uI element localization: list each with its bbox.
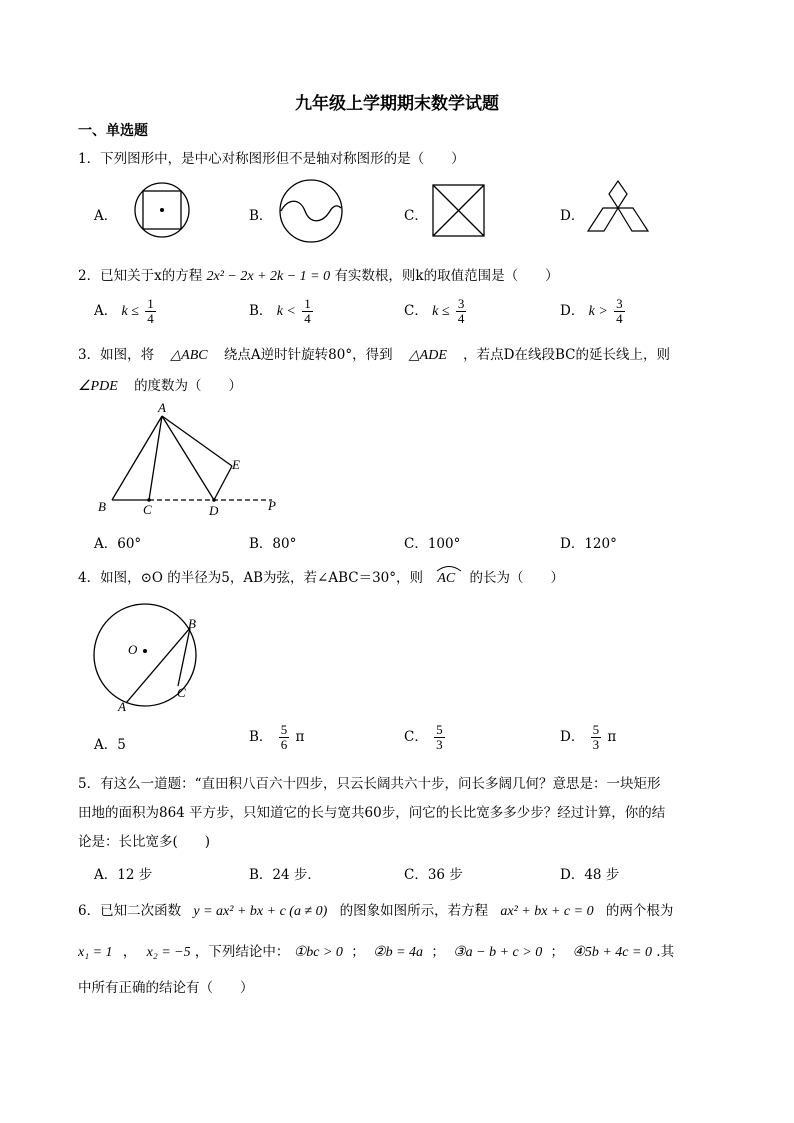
q4-option-b-fraction [279, 723, 290, 752]
q2-equation: 2x² − 2x + 2k − 1 = 0 [206, 269, 331, 284]
question-3-stem-line1 [78, 343, 670, 364]
q3-label-c: C [143, 502, 152, 517]
fraction-denominator: 4 [457, 311, 465, 326]
question-3-stem-line2 [78, 374, 242, 395]
fraction-denominator: 4 [616, 311, 623, 326]
question-1-stem: 1．下列图形中，是中心对称图形但不是轴对称图形的是（ ） [78, 151, 465, 167]
q6-conclusions-pre: ，下列结论中： [194, 944, 290, 960]
q4-arc-ac [437, 567, 455, 587]
q2-stem-post: 有实数根，则k的取值范围是（ ） [334, 268, 559, 284]
q3-label-d: D [209, 503, 219, 518]
q3-triangle-ade: △ADE [408, 348, 447, 363]
q4-option-d-suffix: π [607, 729, 617, 745]
q4-circle-figure [90, 600, 210, 718]
fraction-numerator: 5 [436, 722, 443, 737]
q2-option-b-rel: k < [276, 304, 296, 319]
q2-option-c-fraction [456, 297, 467, 326]
q2-option-c-label: C． [404, 303, 428, 319]
fraction-denominator: 4 [304, 311, 311, 326]
q3-label-p: P [268, 498, 276, 513]
q3-rotation-figure [92, 398, 292, 520]
fraction-numerator: 1 [304, 296, 311, 311]
q3-option-c: C．100° [404, 536, 461, 552]
q3-option-a: A．60° [94, 536, 142, 552]
q6-conclusion-1: ①bc > 0 [293, 945, 343, 960]
q2-option-a-rel: k ≤ [121, 304, 139, 319]
q1-option-d-label: D． [560, 208, 585, 224]
question-5-line3: 论是：长比宽多( ) [78, 834, 211, 850]
q4-option-d [560, 723, 616, 752]
q4-label-o: O [128, 642, 138, 657]
q4-option-b [249, 723, 304, 752]
q4-label-c: C [177, 685, 186, 700]
q6-conclusion-4: ④5b + 4c = 0 [572, 945, 652, 960]
q2-option-d [560, 297, 627, 326]
q4-arc-label: AC [437, 571, 456, 586]
question-6-line2: x₁ = 1 ， x₂ = −5 ，下列结论中： ①bc > 0 ； ②b = 4a ； ③a − b + c > 0 ； ④5b + 4c = 0 .其 [78, 944, 675, 960]
fraction-numerator: 3 [457, 296, 465, 311]
q4-stem-pre: 4．如图，⊙O 的半径为5，AB为弦，若∠ABC＝30°，则 [78, 570, 424, 586]
fraction-denominator: 3 [592, 737, 600, 752]
q2-stem-pre: 2．已知关于x的方程 [78, 268, 203, 284]
q4-label-a: A [118, 699, 126, 714]
fraction-denominator: 4 [147, 311, 154, 326]
q6-stem-post: 的两个根为 [605, 903, 674, 919]
question-5-line2: 田地的面积为864 平方步，只知道它的长与宽共60步，问它的长比宽多多少步？经过计算，你的结 [78, 805, 666, 821]
q2-option-a-fraction [145, 297, 156, 326]
q5-option-b: B．24 步． [249, 867, 321, 883]
q3-label-b: B [98, 499, 106, 514]
q6-conclusion-3: ③a − b + c > 0 [453, 945, 543, 960]
q3-stem-mid: 绕点A逆时针旋转80°，得到 [223, 347, 393, 363]
fraction-numerator: 3 [616, 296, 623, 311]
question-2-stem [78, 264, 559, 285]
section-heading: 一、单选题 [78, 123, 148, 139]
q3-option-b: B．80° [249, 536, 297, 552]
q4-option-b-label: B． [249, 729, 273, 745]
page-title: 九年级上学期期末数学试题 [295, 94, 499, 114]
q3-stem-pre: 3．如图，将 [78, 347, 155, 363]
question-5-line1: 5．有这么一道题：“直田积八百六十四步，只云长阔共六十步，问长多阔几何？意思是：一块矩形 [78, 776, 661, 792]
q2-option-a-label: A． [94, 303, 118, 319]
q5-option-c: C．36 步 [404, 867, 463, 883]
q6-root-x2: x₂ = −5 [146, 945, 191, 960]
q6-conclusion-2: ②b = 4a [373, 945, 424, 960]
fraction-denominator: 6 [280, 737, 288, 752]
q4-option-d-label: D． [560, 729, 585, 745]
q3-stem-end: 的度数为（ ） [134, 378, 243, 394]
q4-stem-post: 的长为（ ） [469, 570, 564, 586]
fraction-numerator: 1 [147, 296, 154, 311]
q6-end: .其 [656, 944, 675, 960]
q3-stem-post: ，若点D在线段BC的延长线上，则 [463, 347, 670, 363]
q2-option-b-fraction [302, 297, 313, 326]
q3-triangle-abc: △ABC [170, 348, 208, 363]
q1-figure-a [133, 180, 193, 240]
q4-option-d-fraction [591, 723, 602, 752]
q6-equation: ax² + bx + c = 0 [500, 904, 594, 919]
q2-option-d-rel: k > [588, 304, 608, 319]
q2-option-c [404, 297, 468, 326]
arc-mark-icon [436, 565, 462, 572]
q4-option-a: A．5 [94, 737, 126, 753]
q5-option-a: A．12 步 [94, 867, 153, 883]
q1-option-a-label: A． [94, 208, 118, 224]
q2-option-b [249, 297, 315, 326]
q6-stem-pre: 6．已知二次函数 [78, 903, 182, 919]
q3-angle-pde: ∠PDE [78, 379, 118, 394]
q2-option-a [94, 297, 158, 326]
q2-option-d-fraction [614, 297, 625, 326]
fraction-numerator: 5 [592, 722, 600, 737]
q6-root-x1: x₁ = 1 [78, 945, 113, 960]
q4-option-b-suffix: π [295, 729, 305, 745]
q2-option-b-label: B． [249, 303, 273, 319]
q1-figure-d [586, 180, 652, 234]
question-4-stem [78, 566, 564, 587]
q3-label-a: A [158, 400, 166, 415]
q5-option-d: D．48 步 [560, 867, 620, 883]
q3-label-e: E [232, 457, 240, 472]
q4-option-c [404, 723, 447, 752]
q4-label-b: B [188, 616, 196, 631]
q3-option-d: D．120° [560, 536, 617, 552]
question-6-line3: 中所有正确的结论有（ ） [78, 980, 254, 996]
q6-stem-mid: 的图象如图所示，若方程 [339, 903, 489, 919]
q4-option-c-fraction [434, 723, 445, 752]
q1-option-c-label: C． [404, 208, 428, 224]
q6-function: y = ax² + bx + c (a ≠ 0) [193, 904, 328, 919]
fraction-denominator: 3 [436, 737, 443, 752]
q1-option-b-label: B． [249, 208, 273, 224]
q1-figure-b [278, 178, 344, 244]
q1-figure-c [431, 183, 487, 239]
q2-option-c-rel: k ≤ [432, 304, 450, 319]
q4-option-c-label: C． [404, 729, 428, 745]
question-6-line1 [78, 899, 673, 920]
q2-option-d-label: D． [560, 303, 585, 319]
fraction-numerator: 5 [280, 722, 288, 737]
